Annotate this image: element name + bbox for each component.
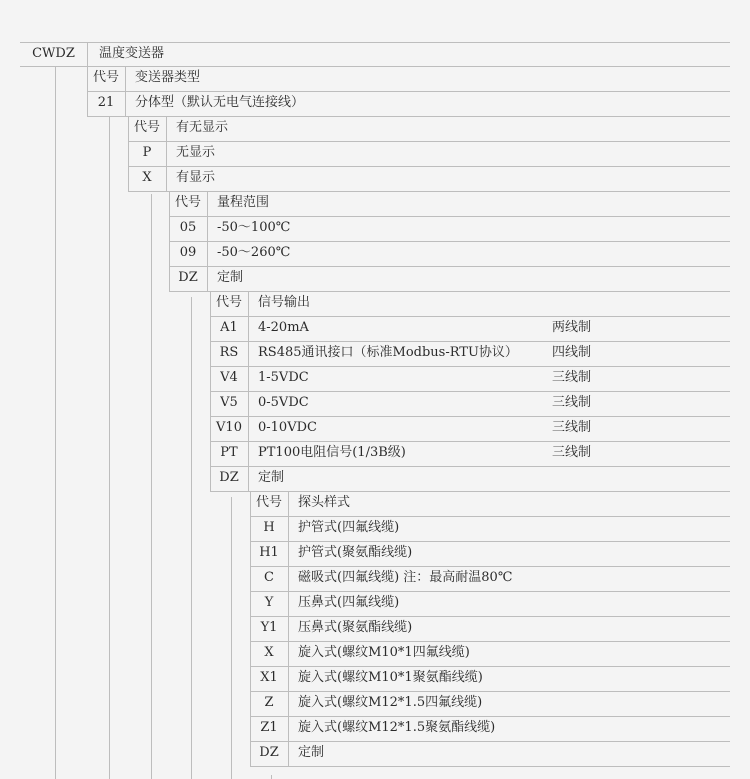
- section-2-code-divider: [207, 191, 208, 291]
- section-1-title: 有无显示: [176, 120, 229, 135]
- section-1-code-divider: [166, 116, 167, 191]
- option-rule: [210, 341, 730, 342]
- option-code: X: [142, 170, 152, 185]
- branch-line-2: [109, 116, 110, 779]
- section-1-header-rule: [128, 141, 730, 142]
- option-rule: [210, 441, 730, 442]
- option-rule: [250, 566, 730, 567]
- option-rule: [250, 691, 730, 692]
- section-3-header-rule: [210, 316, 730, 317]
- title-rule: [20, 66, 730, 67]
- option-code: Y1: [260, 620, 278, 635]
- option-code: Y: [264, 595, 274, 610]
- option-rule: [169, 241, 730, 242]
- section-3-code-divider: [248, 291, 249, 491]
- option-code: X: [264, 645, 274, 660]
- section-0-code-divider: [125, 66, 126, 116]
- title-divider: [87, 42, 88, 66]
- option-rule: [169, 291, 730, 292]
- branch-line-3: [151, 194, 152, 779]
- option-wiring: 四线制: [552, 345, 592, 360]
- option-code: Z1: [260, 720, 278, 735]
- option-rule: [250, 716, 730, 717]
- option-description: 无显示: [176, 145, 216, 160]
- option-rule: [250, 591, 730, 592]
- option-wiring: 三线制: [552, 445, 592, 460]
- option-rule: [87, 116, 730, 117]
- section-0-left-border: [87, 66, 88, 116]
- option-wiring: 两线制: [552, 320, 592, 335]
- option-description: -50～260℃: [217, 245, 291, 260]
- option-code: 05: [179, 220, 197, 235]
- top-rule: [20, 42, 730, 43]
- section-3-left-border: [210, 291, 211, 491]
- option-description: 护管式(四氟线缆): [298, 520, 400, 535]
- option-rule: [169, 266, 730, 267]
- section-4-left-border: [250, 491, 251, 766]
- option-code: DZ: [178, 270, 198, 285]
- option-code: V5: [220, 395, 238, 410]
- option-code: X1: [260, 670, 278, 685]
- option-rule: [250, 641, 730, 642]
- branch-line-1: [55, 66, 56, 779]
- option-wiring: 三线制: [552, 370, 592, 385]
- option-rule: [210, 391, 730, 392]
- option-description: 分体型（默认无电气连接线）: [135, 95, 305, 110]
- option-code: DZ: [259, 745, 279, 760]
- branch-line-5: [231, 497, 232, 779]
- option-rule: [210, 416, 730, 417]
- option-rule: [210, 366, 730, 367]
- option-description: 旋入式(螺纹M10*1聚氨酯线缆): [298, 670, 483, 685]
- section-3-code-header: 代号: [215, 295, 242, 310]
- option-rule: [250, 766, 730, 767]
- option-code: H1: [259, 545, 279, 560]
- option-code: PT: [220, 445, 238, 460]
- model-code: CWDZ: [32, 46, 75, 61]
- section-4-code-divider: [288, 491, 289, 766]
- option-rule: [128, 191, 730, 192]
- section-2-left-border: [169, 191, 170, 291]
- option-code: RS: [219, 345, 239, 360]
- branch-line-4: [191, 297, 192, 779]
- option-rule: [128, 166, 730, 167]
- section-2-title: 量程范围: [217, 195, 270, 210]
- option-rule: [250, 741, 730, 742]
- option-wiring: 三线制: [552, 420, 592, 435]
- option-description: 0-10VDC: [258, 420, 317, 435]
- option-rule: [250, 666, 730, 667]
- option-rule: [250, 541, 730, 542]
- section-2-code-header: 代号: [174, 195, 201, 210]
- option-description: 0-5VDC: [258, 395, 309, 410]
- option-code: 21: [97, 95, 115, 110]
- option-rule: [210, 466, 730, 467]
- option-code: DZ: [219, 470, 239, 485]
- option-code: H: [263, 520, 275, 535]
- option-description: 1-5VDC: [258, 370, 309, 385]
- option-description: 定制: [298, 745, 325, 760]
- product-name: 温度变送器: [99, 46, 165, 61]
- option-description: 护管式(聚氨酯线缆): [298, 545, 413, 560]
- option-code: 09: [179, 245, 197, 260]
- option-code: V4: [220, 370, 238, 385]
- option-code: V10: [216, 420, 242, 435]
- section-4-header-rule: [250, 516, 730, 517]
- section-0-title: 变送器类型: [135, 70, 201, 85]
- option-code: Z: [264, 695, 274, 710]
- option-description: 压鼻式(四氟线缆): [298, 595, 400, 610]
- option-description: 有显示: [176, 170, 216, 185]
- branch-line-6: [271, 775, 272, 779]
- section-4-code-header: 代号: [255, 495, 282, 510]
- option-description: 压鼻式(聚氨酯线缆): [298, 620, 413, 635]
- option-code: P: [142, 145, 152, 160]
- option-description: -50～100℃: [217, 220, 291, 235]
- option-description: RS485通讯接口（标准Modbus-RTU协议）: [258, 345, 518, 360]
- option-description: 旋入式(螺纹M10*1四氟线缆): [298, 645, 470, 660]
- option-description: 旋入式(螺纹M12*1.5聚氨酯线缆): [298, 720, 496, 735]
- option-description: 旋入式(螺纹M12*1.5四氟线缆): [298, 695, 483, 710]
- option-wiring: 三线制: [552, 395, 592, 410]
- option-description: 磁吸式(四氟线缆) 注：最高耐温80℃: [298, 570, 513, 585]
- option-code: C: [264, 570, 274, 585]
- section-2-header-rule: [169, 216, 730, 217]
- option-description: PT100电阻信号(1/3B级): [258, 445, 406, 460]
- section-4-title: 探头样式: [298, 495, 351, 510]
- option-code: A1: [220, 320, 238, 335]
- option-description: 定制: [258, 470, 285, 485]
- section-1-code-header: 代号: [133, 120, 160, 135]
- option-rule: [250, 616, 730, 617]
- section-0-code-header: 代号: [92, 70, 119, 85]
- section-3-title: 信号输出: [258, 295, 311, 310]
- option-description: 定制: [217, 270, 244, 285]
- section-1-left-border: [128, 116, 129, 191]
- section-0-header-rule: [87, 91, 730, 92]
- option-description: 4-20mA: [258, 320, 309, 335]
